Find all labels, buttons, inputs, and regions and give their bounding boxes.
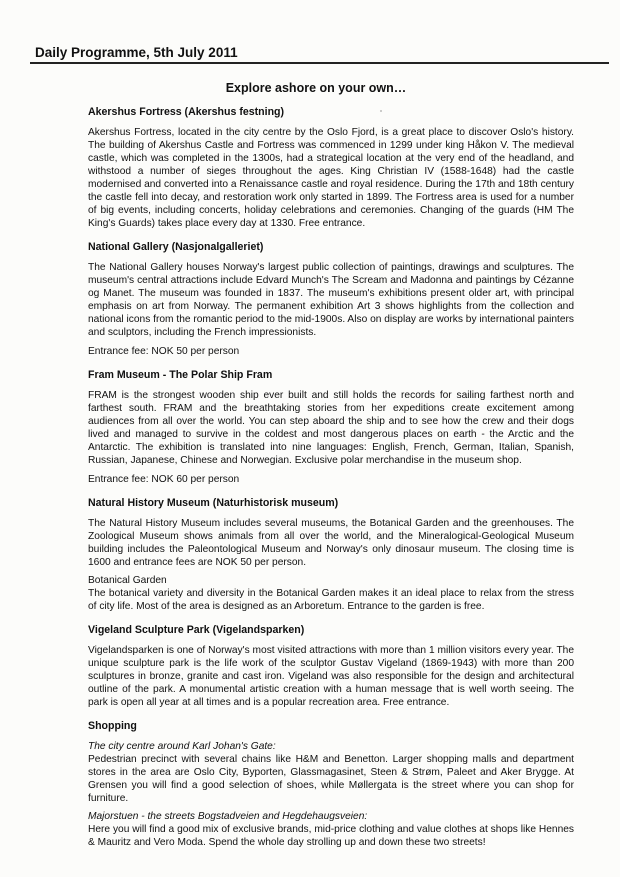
subsection-text: The botanical variety and diversity in the Botanical Garden makes it an ideal place to relax from the stress of city life. Most of the area is designed as an Arboretum. Entrance to the garden is free.: [88, 588, 574, 612]
section-heading: Natural History Museum (Naturhistorisk museum): [88, 497, 339, 509]
shopping-area-title: Majorstuen - the streets Bogstadveien and Hegdehaugsveien:: [88, 811, 368, 822]
section-akershus: [88, 106, 574, 230]
page-header: Daily Programme, 5th July 2011: [35, 45, 238, 60]
section-text: The National Gallery houses Norway's largest public collection of paintings, drawings and sculptures. The museum's central attractions include Edvard Munch's The Scream and Madonna and paintings by Cézanne og Manet. The museum was founded in 1837. The museum's exhibitions present older art, with principal emphasis on art from Norway. The permanent exhibition Art 3 shows highlights from the collection and national icons from the romantic period to the mid-1900s. Also on display are works by international painters and sculptors, including the French impressionists.: [88, 262, 574, 338]
section-fram-museum: [88, 369, 574, 486]
show-through-print: [40, 6, 600, 40]
section-natural-history: [88, 497, 574, 613]
header-rule: [30, 62, 609, 64]
section-heading: National Gallery (Nasjonalgalleriet): [88, 241, 264, 253]
section-heading: Fram Museum - The Polar Ship Fram: [88, 369, 273, 381]
section-shopping: [88, 720, 574, 849]
section-heading: Akershus Fortress (Akershus festning): [88, 106, 285, 118]
section-heading: Vigeland Sculpture Park (Vigelandsparken): [88, 624, 305, 636]
subsection-heading: Botanical Garden: [88, 575, 167, 586]
shopping-area-title: The city centre around Karl Johan's Gate:: [88, 741, 276, 752]
section-heading: Shopping: [88, 720, 137, 732]
entrance-fee: Entrance fee: NOK 50 per person: [88, 346, 240, 357]
section-text: FRAM is the strongest wooden ship ever built and still holds the records for sailing farthest north and farthest south. FRAM and the breathtaking stories from her expeditions create excitement among audiences from all over the world. You can step aboard the ship and to see how the crew and their dogs lived and managed to survive in the coldest and most dangerous places on earth - the Arctic and the Antarctic. The exhibition is translated into nine languages: English, French, German, Italian, Spanish, Russian, Japanese, Chinese and Norwegian. Exclusive polar merchandise in the museum shop.: [88, 390, 574, 466]
shopping-area-text: Here you will find a good mix of exclusive brands, mid-price clothing and value clothes at shops like Hennes & Mauritz and Vero Moda. Spend the whole day strolling up and down these two streets!: [88, 824, 574, 848]
section-text: The Natural History Museum includes several museums, the Botanical Garden and the greenhouses. The Zoological Museum shows animals from all over the world, and the Mineralogical-Geological Museum building includes the Paleontological Museum and Norway's only dinosaur museum. The closing time is 1600 and entrance fees are NOK 50 per person.: [88, 518, 574, 568]
shopping-area-text: Pedestrian precinct with several chains like H&M and Benetton. Larger shopping malls and department stores in the area are Oslo City, Byporten, Glassmagasinet, Steen & Strøm, Paleet and Aker Brygge. At Grensen you will find a good selection of shoes, while Møllergata is the street where you can shop for furniture.: [88, 754, 574, 804]
entrance-fee: Entrance fee: NOK 60 per person: [88, 474, 240, 485]
section-national-gallery: [88, 241, 574, 358]
section-text: Akershus Fortress, located in the city centre by the Oslo Fjord, is a great place to discover Oslo's history. The building of Akershus Castle and Fortress was commenced in 1299 under king Håkon V. The medieval castle, which was completed in the 1300s, had a strategical location at the very end of the headland, and withstood a number of sieges throughout the ages. King Christian IV (1588-1648) had the castle modernised and converted into a Renaissance castle and royal residence. During the 17th and 18th century the castle fell into decay, and restoration work only started in 1899. The Fortress area is used for a number of big events, including concerts, holiday celebrations and ceremonies. Changing of the guards (HM The King's Guards) takes place every day at 1330. Free entrance.: [88, 127, 574, 229]
section-text: Vigelandsparken is one of Norway's most visited attractions with more than 1 million visitors every year. The unique sculpture park is the life work of the sculptor Gustav Vigeland (1869-1943) with more than 200 sculptures in bronze, granite and cast iron. Vigeland was also responsible for the design and architectural outline of the park. A monumental artistic creation with a human message that is well worth seeing. The park is open all year at all times and is a popular recreation area. Free entrance.: [88, 645, 574, 708]
article-body: [88, 106, 574, 860]
section-vigeland: [88, 624, 574, 709]
page-title: Explore ashore on your own…: [225, 81, 407, 95]
